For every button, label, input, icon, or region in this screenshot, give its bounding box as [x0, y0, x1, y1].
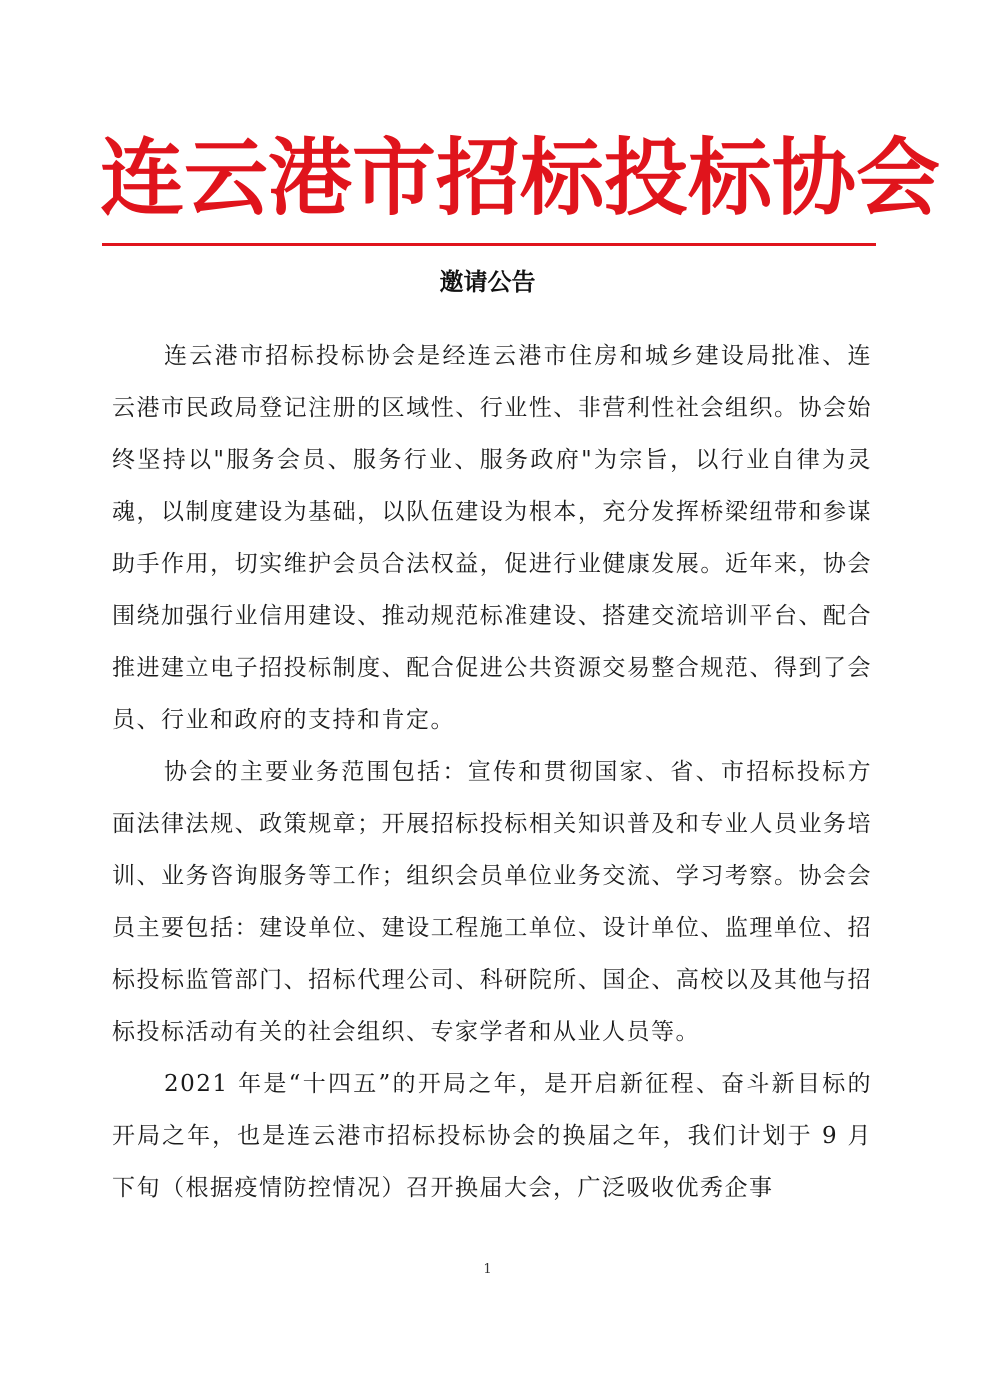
- document-body: [112, 330, 872, 1214]
- paragraph-scope: 协会的主要业务范围包括：宣传和贯彻国家、省、市招标投标方面法律法规、政策规章；开展招标投标相关知识普及和专业人员业务培训、业务咨询服务等工作；组织会员单位业务交流、学习考察。协会会员主要包括：建设单位、建设工程施工单位、设计单位、监理单位、招标投标监管部门、招标代理公司、科研院所、国企、高校以及其他与招标投标活动有关的社会组织、专家学者和从业人员等。: [112, 759, 872, 1045]
- masthead-title: 连云港市招标投标协会: [100, 128, 941, 227]
- paragraph-intro: 连云港市招标投标协会是经连云港市住房和城乡建设局批准、连云港市民政局登记注册的区域性、行业性、非营利性社会组织。协会始终坚持以"服务会员、服务行业、服务政府"为宗旨，以行业自律为灵魂，以制度建设为基础，以队伍建设为根本，充分发挥桥梁纽带和参谋助手作用，切实维护会员合法权益，促进行业健康发展。近年来，协会围绕加强行业信用建设、推动规范标准建设、搭建交流培训平台、配合推进建立电子招投标制度、配合促进公共资源交易整合规范、得到了会员、行业和政府的支持和肯定。: [112, 343, 872, 733]
- document-title: 邀请公告: [439, 268, 536, 296]
- page-number: 1: [483, 1262, 492, 1277]
- masthead-divider: [102, 243, 876, 246]
- paragraph-2021: 2021 年是“十四五”的开局之年，是开启新征程、奋斗新目标的开局之年，也是连云港市招标投标协会的换届之年，我们计划于 9 月下旬（根据疫情防控情况）召开换届大会，广泛吸收优秀企事: [112, 1071, 872, 1201]
